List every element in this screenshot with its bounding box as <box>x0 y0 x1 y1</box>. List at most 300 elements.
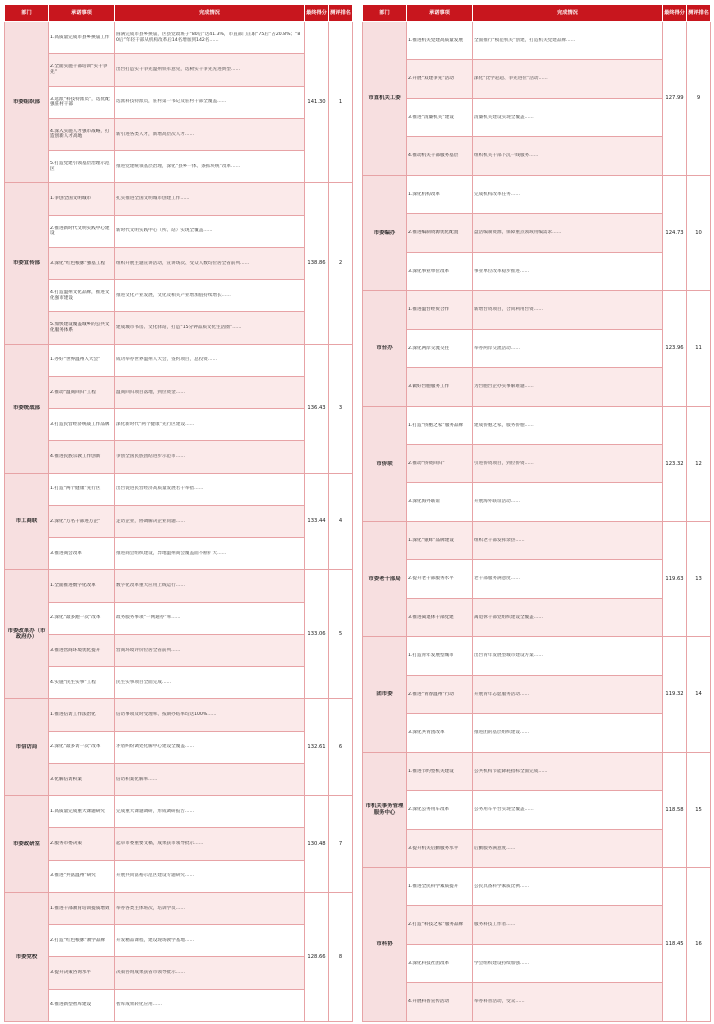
commitment-cell <box>407 60 473 98</box>
commitment-cell-text: 3.深化科技社团改革 <box>408 960 450 966</box>
score-table-right <box>362 4 711 1022</box>
rank-cell-text: 14 <box>695 691 702 698</box>
score-cell-text: 127.99 <box>665 95 684 102</box>
rank-cell <box>687 175 711 290</box>
dept-cell <box>363 406 407 521</box>
result-cell <box>115 699 305 731</box>
score-cell-text: 136.43 <box>307 405 326 412</box>
result-cell <box>115 634 305 666</box>
result-cell <box>115 731 305 763</box>
result-cell <box>473 175 663 213</box>
dept-cell <box>363 867 407 1021</box>
result-cell-text: 建成侨胞之家，服务侨胞…… <box>474 422 534 428</box>
commitment-cell-text: 2.打造“科技之家”服务品牌 <box>408 922 464 928</box>
result-cell <box>473 60 663 98</box>
rank-cell-text: 9 <box>696 95 701 102</box>
table-row <box>5 570 353 602</box>
commitment-cell <box>407 944 473 982</box>
result-cell <box>115 183 305 215</box>
table-row <box>5 151 353 183</box>
dept-cell-text: 市机关事务管理服务中心 <box>365 803 404 816</box>
result-cell-text: 扎实推进全国文明城市创建工作…… <box>116 196 190 202</box>
commitment-cell-text: 3.做好台胞服务工作 <box>408 384 450 390</box>
table-row <box>363 406 711 444</box>
result-cell <box>473 329 663 367</box>
rank-cell-text: 4 <box>338 518 343 525</box>
commitment-cell-text: 4.推进新型智库建设 <box>50 1002 92 1008</box>
commitment-cell-text: 3.深化事业单位改革 <box>408 268 450 274</box>
commitment-cell-text: 2.推动“温商回归”工程 <box>50 389 96 395</box>
dept-cell-text: 市直机关工委 <box>368 95 401 102</box>
table-row <box>5 989 353 1021</box>
score-cell-text: 118.58 <box>665 806 684 813</box>
commitment-cell-text: 3.打造民营经济统战工作品牌 <box>50 421 110 427</box>
score-cell-text: 141.30 <box>307 99 326 106</box>
dept-cell <box>363 752 407 867</box>
result-cell <box>115 570 305 602</box>
commitment-cell-text: 3.深化共青团改革 <box>408 730 445 736</box>
result-cell <box>115 441 305 473</box>
result-cell-text: 老干部服务满意度…… <box>474 576 520 582</box>
commitment-cell <box>49 118 115 150</box>
result-cell-text: 清廉机关建设实现全覆盖…… <box>474 114 534 120</box>
result-cell-text: 离退休干部党组织建设全覆盖…… <box>474 614 543 620</box>
result-cell-text: 完成机构改革任务…… <box>474 191 520 197</box>
commitment-cell <box>49 796 115 828</box>
score-cell <box>663 867 687 1021</box>
result-cell-text: 举办两岸交流活动…… <box>474 345 520 351</box>
commitment-cell-text: 1.推进温台经贸合作 <box>408 307 450 313</box>
score-cell <box>663 406 687 521</box>
result-cell <box>115 602 305 634</box>
table-row <box>363 175 711 213</box>
table-row <box>363 944 711 982</box>
commitment-cell-text: 2.推动“侨资回归” <box>408 461 445 466</box>
rank-cell-text: 2 <box>338 260 343 267</box>
result-cell <box>473 714 663 752</box>
commitment-cell-text: 2.深化公务用车改革 <box>408 807 450 813</box>
rank-cell-text: 13 <box>695 576 702 582</box>
rank-cell <box>329 344 353 473</box>
result-cell-text: 完成重大课题调研，形成调研报告…… <box>116 808 195 814</box>
table-row <box>5 312 353 344</box>
dept-cell <box>5 796 49 893</box>
score-cell <box>663 22 687 176</box>
table-row <box>363 598 711 636</box>
score-cell-text: 132.61 <box>307 744 326 751</box>
commitment-cell <box>407 291 473 329</box>
commitment-cell-text: 1.办好“世界温州人大会” <box>50 357 101 363</box>
result-cell-text: 开展青年志愿服务活动…… <box>474 691 530 697</box>
result-cell-text: 选派科技特派员，驻村第一书记及驻村干部全覆盖…… <box>116 99 227 105</box>
dept-cell <box>363 521 407 636</box>
result-cell <box>473 560 663 598</box>
table-row <box>363 22 711 60</box>
commitment-cell <box>49 699 115 731</box>
score-cell <box>663 752 687 867</box>
commitment-cell-text: 3.提升决策咨询水平 <box>50 970 92 976</box>
result-cell-text: 开发精品课程，建设现场教学基地…… <box>116 937 195 943</box>
dept-cell <box>363 175 407 290</box>
result-cell-text: 推进党建统领基层治理，深化“县乡一体、条抓块统”改革…… <box>116 163 241 169</box>
commitment-cell-text: 3.推进离退休干部党建 <box>408 614 454 620</box>
commitment-cell-text: 2.深化两岸交流交往 <box>408 345 450 351</box>
header-score: 最终得分 <box>305 5 329 22</box>
table-header-row <box>5 5 353 22</box>
result-cell <box>473 137 663 175</box>
commitment-cell <box>407 22 473 60</box>
score-cell <box>305 473 329 570</box>
result-cell-text: 信访事项及时受理率、按期办结率均达100%…… <box>116 712 217 718</box>
commitment-cell-text: 3.深化“红色根脉”强基工程 <box>50 260 106 266</box>
commitment-cell-text: 3.推进营商环境优化提升 <box>50 647 101 653</box>
commitment-cell <box>49 505 115 537</box>
result-cell-text: 走访企业，协调解决企业问题…… <box>116 518 185 524</box>
rank-cell-text: 3 <box>338 405 343 412</box>
table-row <box>363 791 711 829</box>
table-row <box>5 473 353 505</box>
commitment-cell <box>49 667 115 699</box>
result-cell-text: 推进商会组织建设，异地温州商会覆盖面不断扩大…… <box>116 550 227 556</box>
score-cell <box>663 521 687 636</box>
result-cell-text: 民生实事项目全面完成…… <box>116 679 172 685</box>
result-cell <box>115 796 305 828</box>
dept-cell <box>363 637 407 752</box>
score-cell <box>663 175 687 290</box>
table-row <box>363 214 711 252</box>
commitment-cell <box>49 312 115 344</box>
result-cell-text: 出台促进民营经济高质量发展若干举措…… <box>116 486 204 492</box>
commitment-cell <box>407 560 473 598</box>
result-cell-text: 出台打造实干争先温州铁军意见，选树实干争先先进典型…… <box>116 67 241 73</box>
commitment-cell <box>407 214 473 252</box>
result-cell-text: 公民具备科学素质比例…… <box>474 883 530 889</box>
result-cell <box>473 983 663 1021</box>
commitment-cell-text: 5.打造党建引领基层治理示范区 <box>50 161 110 172</box>
commitment-cell-text: 1.推进机关党建高质量发展 <box>408 38 463 44</box>
table-row <box>5 118 353 150</box>
table-row <box>5 731 353 763</box>
dept-cell-text: 市工商联 <box>15 518 38 525</box>
commitment-cell-text: 1.深化“银辉”品牌建设 <box>408 537 454 543</box>
table-row <box>363 329 711 367</box>
result-cell-text: 组织老干部发挥余热…… <box>474 537 525 543</box>
result-cell <box>473 521 663 559</box>
commitment-cell <box>407 252 473 290</box>
commitment-cell <box>407 637 473 675</box>
rank-cell <box>687 752 711 867</box>
commitment-cell <box>407 368 473 406</box>
result-cell <box>473 598 663 636</box>
commitment-cell-text: 1.打造“侨胞之家”服务品牌 <box>408 422 464 428</box>
score-cell-text: 119.63 <box>665 576 684 582</box>
dept-cell <box>5 570 49 699</box>
rank-cell <box>687 521 711 636</box>
commitment-cell-text: 4.打造温州文化品牌，推进文化强市建设 <box>50 290 110 301</box>
result-cell <box>473 214 663 252</box>
commitment-cell <box>49 957 115 989</box>
rank-cell <box>329 796 353 893</box>
table-row <box>363 752 711 790</box>
table-row <box>5 699 353 731</box>
header-rank: 测评排名 <box>687 5 711 22</box>
score-cell <box>305 570 329 699</box>
result-cell <box>115 957 305 989</box>
result-cell-text: 开展共同富裕示范区建设专题研究…… <box>116 873 195 879</box>
result-cell-text: 出台青年发展型城市建设方案…… <box>474 653 543 659</box>
result-cell <box>115 215 305 247</box>
result-cell-text: 举办科普活动，受众…… <box>474 999 525 1005</box>
table-row <box>363 521 711 559</box>
commitment-cell <box>49 22 115 54</box>
table-row <box>5 409 353 441</box>
table-row <box>5 441 353 473</box>
result-cell <box>473 867 663 905</box>
table-row <box>5 602 353 634</box>
result-cell <box>115 86 305 118</box>
commitment-cell <box>49 602 115 634</box>
commitment-cell <box>407 175 473 213</box>
result-cell <box>473 483 663 521</box>
header-score: 最终得分 <box>663 5 687 22</box>
result-cell-text: 新引进各类人才，新增高层次人才…… <box>116 131 195 137</box>
result-cell-text: 后勤服务满意度…… <box>474 845 516 851</box>
table-row <box>363 560 711 598</box>
commitment-cell <box>49 86 115 118</box>
header-item: 承诺事项 <box>407 5 473 22</box>
rank-cell <box>687 291 711 406</box>
result-cell <box>115 280 305 312</box>
commitment-cell-text: 2.推进“青春温州”行动 <box>408 691 454 697</box>
result-cell-text: 深化“比学赶超、争先进位”活动…… <box>474 76 548 82</box>
commitment-cell <box>49 538 115 570</box>
commitment-cell <box>49 473 115 505</box>
table-row <box>5 215 353 247</box>
score-table-left <box>4 4 353 1022</box>
result-cell <box>115 667 305 699</box>
rank-cell <box>329 570 353 699</box>
result-cell-text: 公务用车平台实现全覆盖…… <box>474 807 534 813</box>
dept-cell-text: 市委宣传部 <box>13 260 40 267</box>
commitment-cell-text: 2.深化“最多访一次”改革 <box>50 744 101 750</box>
result-cell <box>115 828 305 860</box>
score-cell-text: 124.73 <box>665 229 684 236</box>
commitment-cell <box>49 860 115 892</box>
dept-cell-text: 市委组织部 <box>13 98 40 105</box>
commitment-cell-text: 2.提升老干部服务水平 <box>408 576 454 582</box>
header-dept: 部门 <box>363 5 407 22</box>
header-rank: 测评排名 <box>329 5 353 22</box>
result-cell <box>473 98 663 136</box>
dept-cell <box>363 291 407 406</box>
score-cell <box>305 183 329 344</box>
table-row <box>5 22 353 54</box>
rank-cell <box>329 473 353 570</box>
commitment-cell-text: 1.推进信访工作法治化 <box>50 712 96 718</box>
result-cell-text: 开展海外联谊活动…… <box>474 499 520 505</box>
table-row <box>5 376 353 408</box>
result-cell <box>473 291 663 329</box>
commitment-cell-text: 4.推进民族宗教工作创新 <box>50 454 101 460</box>
result-cell-text: 推进团的基层组织建设…… <box>474 730 530 736</box>
rank-cell-text: 7 <box>338 840 343 847</box>
rank-cell-text: 5 <box>338 631 343 638</box>
result-cell <box>473 637 663 675</box>
result-cell <box>115 409 305 441</box>
commitment-cell <box>407 598 473 636</box>
commitment-cell-text: 2.全面实施干部培训“实干争先” <box>50 64 108 75</box>
result-cell <box>473 675 663 713</box>
result-cell <box>115 538 305 570</box>
result-cell-text: 起草市委重要文稿，成果获市领导批示…… <box>116 841 204 847</box>
result-cell-text: 举办各类主体班次，培训学员…… <box>116 905 185 911</box>
result-cell-text: 争创全国民族团结进步示范市…… <box>116 454 185 460</box>
table-row <box>363 368 711 406</box>
result-cell-text: 组织机关干部下沉一线服务…… <box>474 153 539 159</box>
commitment-cell-text: 4.开展科普宣传活动 <box>408 999 450 1005</box>
table-row <box>363 867 711 905</box>
table-row <box>5 925 353 957</box>
table-row <box>363 60 711 98</box>
rank-cell <box>329 183 353 344</box>
table-row <box>5 344 353 376</box>
dept-cell-text: 市侨联 <box>376 460 393 467</box>
table-row <box>5 860 353 892</box>
commitment-cell <box>49 441 115 473</box>
table-row <box>5 667 353 699</box>
table-row <box>5 280 353 312</box>
commitment-cell <box>49 376 115 408</box>
rank-cell <box>329 22 353 183</box>
header-dept: 部门 <box>5 5 49 22</box>
commitment-cell-text: 3.推进商会改革 <box>50 550 82 556</box>
dept-cell-text: 市委政研室 <box>13 840 40 847</box>
result-cell <box>115 505 305 537</box>
commitment-cell <box>49 634 115 666</box>
commitment-cell <box>407 329 473 367</box>
table-row <box>5 86 353 118</box>
rank-cell-text: 6 <box>338 744 343 751</box>
result-cell <box>115 118 305 150</box>
result-cell-text: 盘活编制资源，保障重点领域用编需求…… <box>474 230 562 236</box>
rank-cell <box>329 699 353 796</box>
rank-cell <box>329 892 353 1021</box>
table-row <box>5 247 353 279</box>
result-cell-text: 为台胞台企办实事解难题…… <box>474 384 534 390</box>
rank-cell-text: 16 <box>695 941 702 948</box>
dept-cell-text: 市委改革办（市政府办） <box>7 627 46 641</box>
commitment-cell-text: 1.争创全国文明城市 <box>50 196 92 202</box>
rank-cell <box>687 406 711 521</box>
commitment-cell-text: 5.加快建设覆盖城乡的公共文化服务体系 <box>50 322 110 333</box>
dept-cell-text: 市科协 <box>376 941 393 948</box>
result-cell <box>115 989 305 1021</box>
result-cell <box>115 925 305 957</box>
dept-cell-text: 市委老干部局 <box>368 575 401 582</box>
dept-cell-text: 市委统战部 <box>13 405 40 412</box>
result-cell <box>473 252 663 290</box>
commitment-cell-text: 2.开展“双建争先”活动 <box>408 76 454 82</box>
table-row <box>5 54 353 86</box>
header-item: 承诺事项 <box>49 5 115 22</box>
commitment-cell <box>407 791 473 829</box>
score-cell-text: 123.96 <box>665 345 684 352</box>
result-cell-text: 决策咨询成果获省市领导批示…… <box>116 970 185 976</box>
table-row <box>5 763 353 795</box>
score-cell-text: 119.32 <box>665 691 684 698</box>
score-cell <box>305 796 329 893</box>
result-cell-text: 引进侨资项目，到位侨资…… <box>474 461 534 466</box>
commitment-cell <box>49 344 115 376</box>
header-result: 完成情况 <box>115 5 305 22</box>
commitment-cell <box>407 906 473 944</box>
rank-cell-text: 11 <box>695 345 702 352</box>
commitment-cell <box>49 215 115 247</box>
table-row <box>363 714 711 752</box>
result-cell-text: 营商环境评价位居全省前列…… <box>116 647 181 653</box>
score-cell-text: 133.44 <box>307 518 326 525</box>
commitment-cell-text: 1.推进干部教育培训提质增效 <box>50 905 110 911</box>
result-cell <box>115 376 305 408</box>
commitment-cell <box>407 829 473 867</box>
result-cell-text: 数字化改革重大应用上线运行…… <box>116 583 185 589</box>
result-cell-text: 公共机构节能降耗指标全面完成…… <box>474 768 548 774</box>
result-cell <box>473 752 663 790</box>
score-cell <box>305 22 329 183</box>
commitment-cell <box>49 183 115 215</box>
table-row <box>363 637 711 675</box>
rank-cell-text: 15 <box>695 806 702 813</box>
table-body-left <box>5 22 353 1022</box>
dept-cell <box>5 183 49 344</box>
result-cell <box>115 54 305 86</box>
result-cell-text: 新时代文明实践中心（所、站）实现全覆盖…… <box>116 228 213 234</box>
result-cell-text: 矛盾纠纷调处化解中心建设全覆盖…… <box>116 744 195 750</box>
result-cell-text: 全面推行“模范机关”创建，打造机关党建品牌…… <box>474 38 576 44</box>
commitment-cell-text: 2.打造“红色根脉”教学品牌 <box>50 937 106 943</box>
commitment-cell-text: 1.打造青年发展型城市 <box>408 653 454 659</box>
rank-cell <box>687 22 711 176</box>
commitment-cell-text: 4.推动机关干部服务基层 <box>408 153 459 159</box>
commitment-cell <box>49 828 115 860</box>
commitment-cell-text: 1.推进全民科学素质提升 <box>408 883 459 889</box>
commitment-cell <box>407 983 473 1021</box>
table-row <box>363 829 711 867</box>
result-cell <box>115 892 305 924</box>
dept-cell <box>5 473 49 570</box>
score-cell <box>305 892 329 1021</box>
dept-cell <box>5 892 49 1021</box>
result-cell-text: 事业单位改革稳步推进…… <box>474 268 530 274</box>
result-cell-text: 温商回归项目落地，到位资金…… <box>116 389 185 395</box>
table-row <box>363 252 711 290</box>
result-cell <box>115 344 305 376</box>
score-cell <box>305 699 329 796</box>
commitment-cell <box>407 444 473 482</box>
commitment-cell <box>49 409 115 441</box>
header-result: 完成情况 <box>473 5 663 22</box>
commitment-cell-text: 3.深化海外联谊 <box>408 499 440 505</box>
result-cell <box>473 906 663 944</box>
commitment-cell <box>407 521 473 559</box>
commitment-cell <box>49 892 115 924</box>
score-cell-text: 123.32 <box>665 460 684 467</box>
result-cell-text: 组织开展主题宣讲活动，宣讲场次、受众人数均位居全省前列…… <box>116 260 250 266</box>
dept-cell <box>363 22 407 176</box>
table-row <box>363 906 711 944</box>
commitment-cell-text: 3.提升机关后勤服务水平 <box>408 845 459 851</box>
result-cell <box>115 22 305 54</box>
